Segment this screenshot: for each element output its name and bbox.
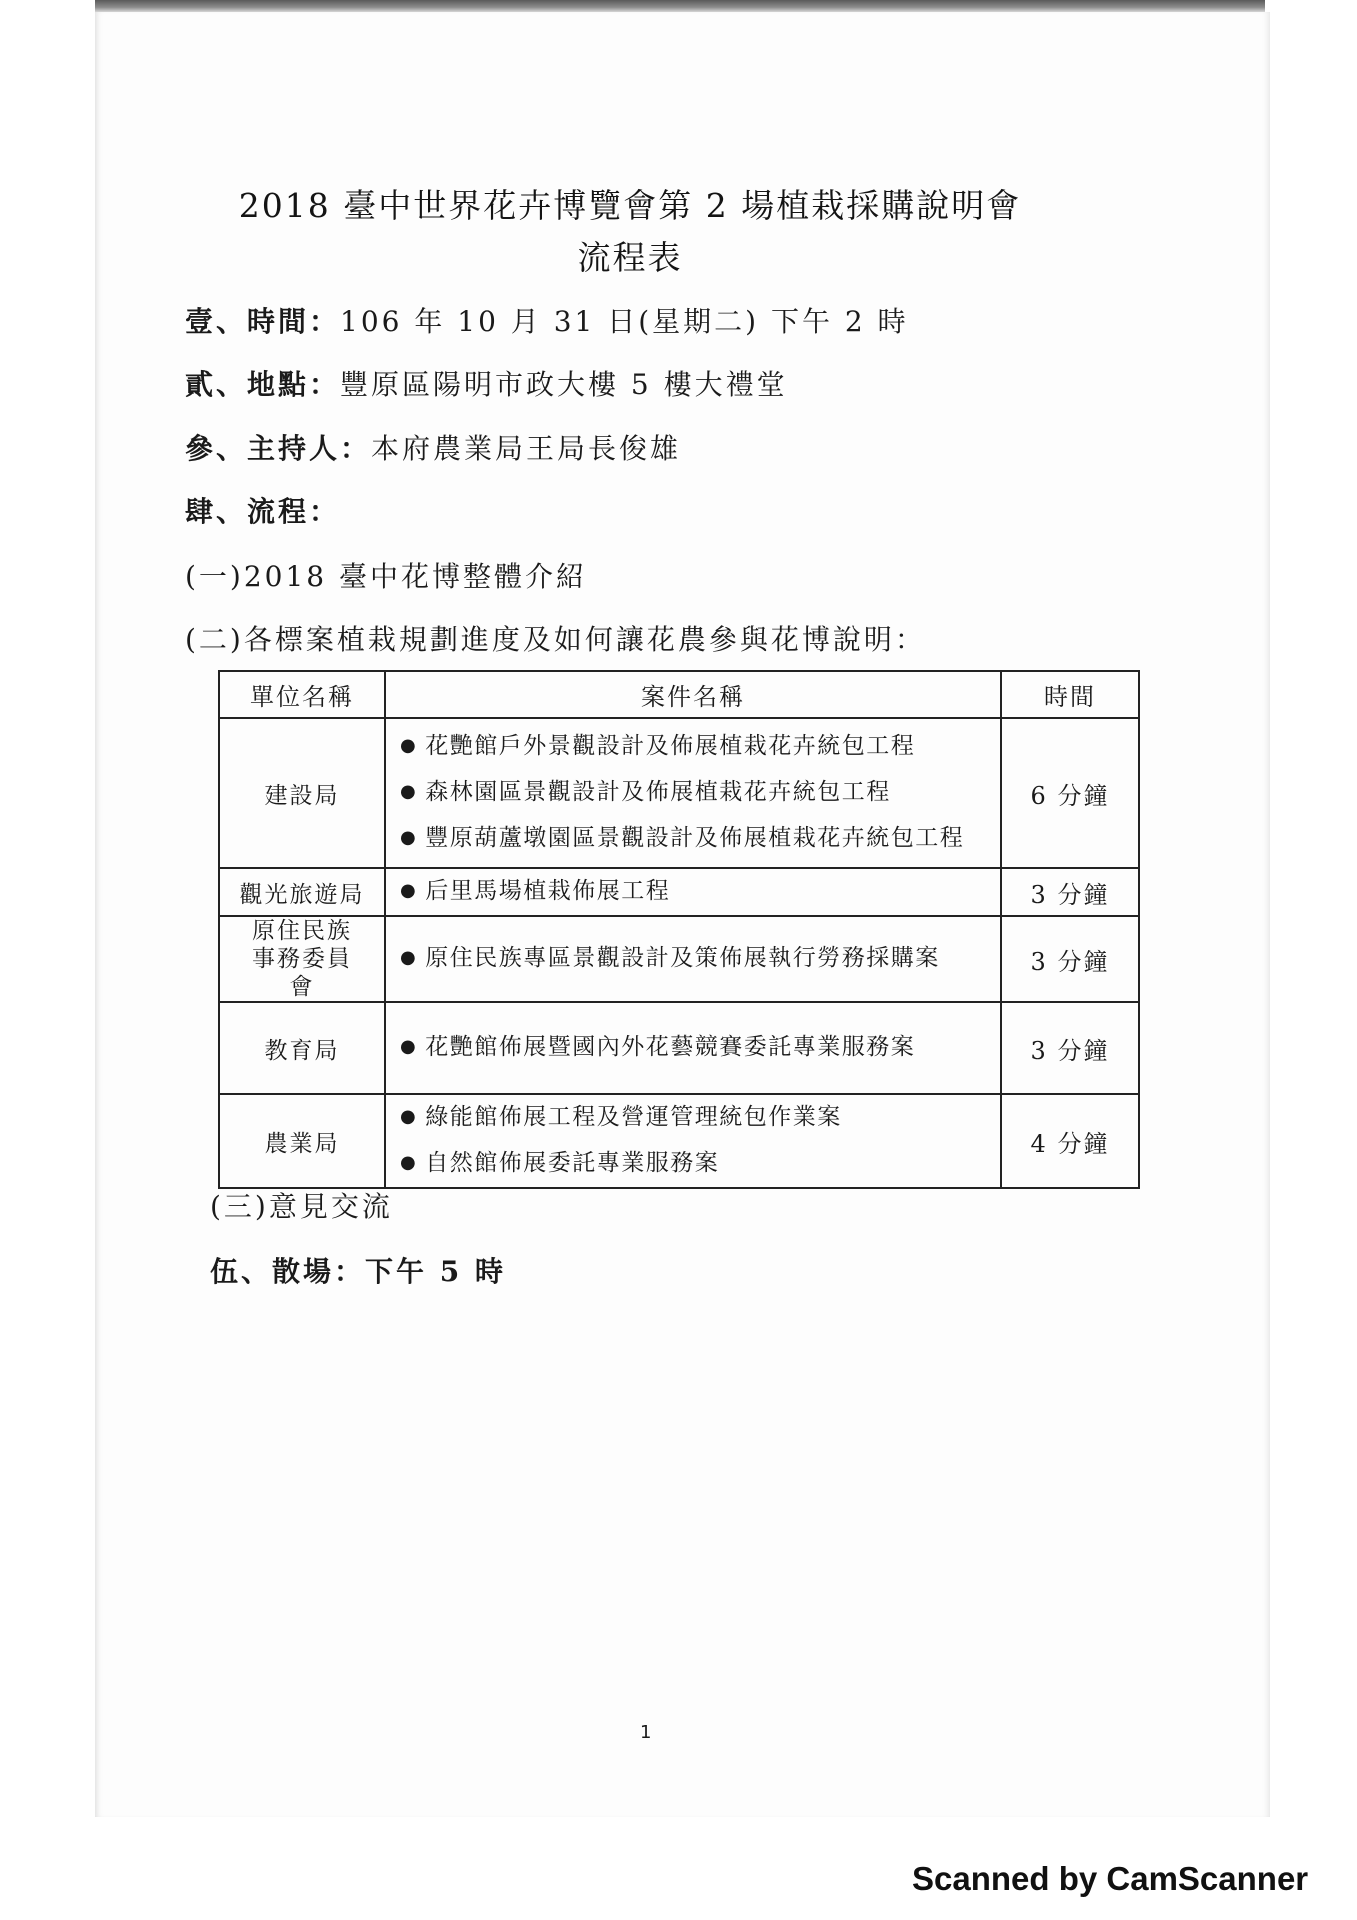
host-label: 參、主持人： — [185, 432, 372, 465]
time-cell: 6 分鐘 — [1001, 718, 1139, 868]
case-item: ● 后里馬場植栽佈展工程 — [400, 869, 1000, 915]
table-header-row — [219, 671, 1139, 718]
case-cell — [385, 1094, 1001, 1188]
page-number: 1 — [640, 1722, 652, 1743]
time-cell: 3 分鐘 — [1001, 1002, 1139, 1094]
time-cell: 3 分鐘 — [1001, 868, 1139, 916]
host-line — [185, 427, 681, 467]
case-item: ● 花艷館戶外景觀設計及佈展植栽花卉統包工程 — [400, 724, 1000, 770]
process-item-2: (二)各標案植栽規劃進度及如何讓花農參與花博說明： — [185, 623, 926, 656]
header-time: 時間 — [1001, 671, 1139, 718]
time-line — [185, 300, 909, 340]
place-label: 貳、地點： — [185, 368, 341, 401]
table-row — [219, 1002, 1139, 1094]
case-item: ● 森林園區景觀設計及佈展植栽花卉統包工程 — [400, 770, 1000, 816]
case-cell — [385, 718, 1001, 868]
table-row — [219, 1094, 1139, 1188]
document-subtitle: 流程表 — [577, 238, 683, 277]
unit-cell: 教育局 — [219, 1002, 385, 1094]
case-cell — [385, 916, 1001, 1002]
place-value: 豐原區陽明市政大樓 5 樓大禮堂 — [340, 368, 788, 401]
scanner-watermark: Scanned by CamScanner — [912, 1860, 1309, 1897]
time-label: 壹、時間： — [185, 305, 341, 338]
dismiss-value: 下午 5 時 — [365, 1255, 506, 1288]
time-cell: 4 分鐘 — [1001, 1094, 1139, 1188]
case-item: ● 花艷館佈展暨國內外花藝競賽委託專業服務案 — [400, 1025, 1000, 1071]
unit-cell: 農業局 — [219, 1094, 385, 1188]
case-item: ● 豐原葫蘆墩園區景觀設計及佈展植栽花卉統包工程 — [400, 816, 1000, 862]
header-case: 案件名稱 — [385, 671, 1001, 718]
document-title: 2018 臺中世界花卉博覽會第 2 場植栽採購說明會 — [238, 186, 1022, 225]
process-label: 肆、流程： — [185, 495, 341, 528]
table-row — [219, 868, 1139, 916]
table-row — [219, 916, 1139, 1002]
table-row — [219, 718, 1139, 868]
dismiss-line — [210, 1250, 506, 1290]
case-item: ● 綠能館佈展工程及營運管理統包作業案 — [400, 1095, 1000, 1141]
unit-name: 原住民族事務委員會 — [252, 918, 352, 1000]
case-cell — [385, 1002, 1001, 1094]
schedule-table — [218, 670, 1140, 1189]
unit-cell: 建設局 — [219, 718, 385, 868]
process-line — [185, 490, 340, 530]
case-item: ● 自然館佈展委託專業服務案 — [400, 1141, 1000, 1187]
time-cell: 3 分鐘 — [1001, 916, 1139, 1002]
host-value: 本府農業局王局長俊雄 — [371, 432, 682, 465]
unit-cell: 觀光旅遊局 — [219, 868, 385, 916]
case-item: ● 原住民族專區景觀設計及策佈展執行勞務採購案 — [400, 936, 1000, 982]
case-cell — [385, 868, 1001, 916]
process-item-3: (三)意見交流 — [210, 1190, 393, 1223]
unit-cell — [219, 916, 385, 1002]
header-unit: 單位名稱 — [219, 671, 385, 718]
scan-top-edge — [95, 0, 1265, 12]
dismiss-label: 伍、散場： — [210, 1255, 366, 1288]
process-item-1: (一)2018 臺中花博整體介紹 — [185, 560, 588, 593]
time-value: 106 年 10 月 31 日(星期二) 下午 2 時 — [340, 305, 909, 338]
place-line — [185, 363, 788, 403]
